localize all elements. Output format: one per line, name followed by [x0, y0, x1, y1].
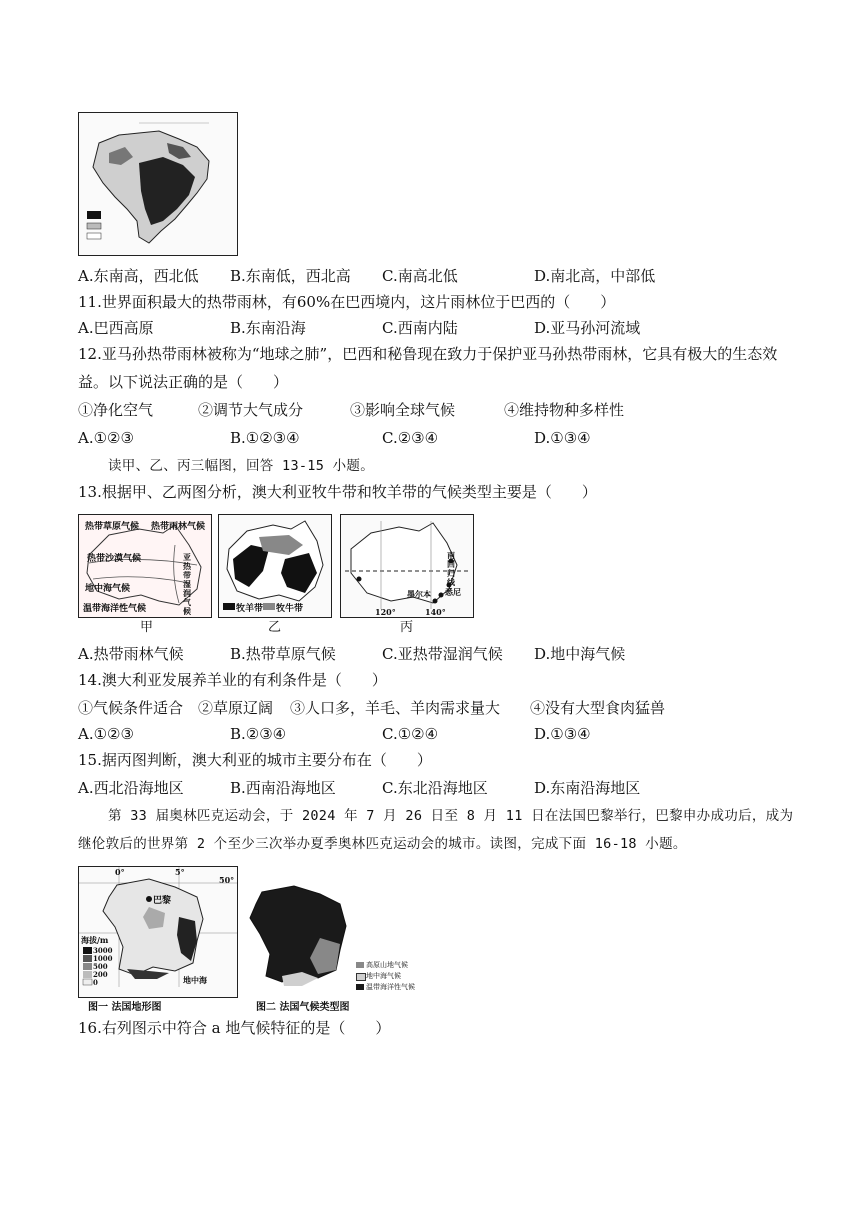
- australia-climate-map-jia: [78, 514, 212, 618]
- q15-option-c: C.东北沿海地区: [382, 779, 488, 797]
- q10-option-a: A.东南高，西北低: [78, 267, 199, 285]
- france-lat-50: 50°: [219, 875, 235, 885]
- legend-swatch-mediterranean: [356, 973, 366, 981]
- caption-jia: 甲: [140, 620, 154, 635]
- jia-label-oceanic: 温带海洋性气候: [83, 604, 147, 614]
- brazil-terrain-map: [78, 112, 238, 256]
- q12-statement-2: ②调节大气成分: [198, 401, 304, 419]
- q13-option-b: B.热带草原气候: [230, 645, 336, 663]
- q12-stem-line2: 益。以下说法正确的是（ ）: [78, 373, 289, 391]
- jia-label-desert: 热带沙漠气候: [87, 554, 142, 564]
- q11-option-c: C.西南内陆: [382, 319, 458, 337]
- q11-stem: 11.世界面积最大的热带雨林，有60%在巴西境内，这片雨林位于巴西的（ ）: [78, 293, 616, 311]
- intro-13-15: 读甲、乙、丙三幅图，回答 13-15 小题。: [108, 458, 374, 474]
- q12-statement-1: ①净化空气: [78, 401, 154, 419]
- q13-option-d: D.地中海气候: [534, 645, 626, 663]
- q12-option-a: A.①②③: [78, 429, 134, 447]
- q14-statement-3: ③人口多，羊毛、羊肉需求量大: [290, 699, 501, 717]
- bing-label-120: 120°: [375, 607, 396, 617]
- intro-16-18-line2: 继伦敦后的世界第 2 个至少三次举办夏季奥林匹克运动会的城市。读图，完成下面 16-18 小题。: [78, 836, 687, 852]
- q14-option-a: A.①②③: [78, 725, 134, 743]
- q14-option-b: B.②③④: [230, 725, 287, 743]
- legend-label-highland: 高原山地气候: [366, 961, 408, 969]
- jia-label-rainforest: 热带雨林气候: [151, 522, 206, 532]
- q14-option-c: C.①②④: [382, 725, 439, 743]
- caption-yi: 乙: [268, 620, 282, 635]
- q12-option-c: C.②③④: [382, 429, 439, 447]
- bing-label-140: 140°: [425, 607, 446, 617]
- australia-pasture-map-yi: [218, 514, 332, 618]
- q15-option-b: B.西南沿海地区: [230, 779, 336, 797]
- q12-stem-line1: 12.亚马孙热带雨林被称为“地球之肺”，巴西和秘鲁现在致力于保护亚马孙热带雨林，它具有极大的生态效: [78, 345, 778, 363]
- q13-option-a: A.热带雨林气候: [78, 645, 184, 663]
- france-terrain-caption: 图一 法国地形图: [88, 1002, 162, 1013]
- france-paris-label: 巴黎: [153, 896, 172, 906]
- q14-statement-2: ②草原辽阔: [198, 699, 274, 717]
- q10-option-c: C.南高北低: [382, 267, 458, 285]
- q14-statement-4: ④没有大型食肉猛兽: [530, 699, 666, 717]
- q12-option-b: B.①②③④: [230, 429, 300, 447]
- france-elev-200: 200: [93, 970, 108, 979]
- jia-label-humid-subtropical: 亚热带湿润气候: [183, 552, 191, 616]
- q10-option-d: D.南北高，中部低: [534, 267, 656, 285]
- france-climate-legend: [356, 960, 420, 996]
- bing-label-sydney: 悉尼: [445, 587, 461, 597]
- q11-option-b: B.东南沿海: [230, 319, 306, 337]
- france-lon-5: 5°: [175, 867, 185, 877]
- legend-label-oceanic: 温带海洋性气候: [366, 983, 415, 991]
- france-elev-3000: 3000: [93, 946, 113, 955]
- france-terrain-map: [78, 866, 238, 998]
- q10-option-b: B.东南低，西北高: [230, 267, 351, 285]
- q12-statement-3: ③影响全球气候: [350, 401, 456, 419]
- q15-stem: 15.据丙图判断，澳大利亚的城市主要分布在（ ）: [78, 751, 432, 769]
- q14-stem: 14.澳大利亚发展养羊业的有利条件是（ ）: [78, 671, 387, 689]
- france-elev-0: 0: [93, 978, 98, 987]
- france-elev-title: 海拔/m: [81, 935, 109, 945]
- q14-option-d: D.①③④: [534, 725, 591, 743]
- legend-swatch-highland: [356, 962, 364, 968]
- australia-cities-map-bing: [340, 514, 474, 618]
- yi-legend-cattle: 牧牛带: [276, 604, 304, 614]
- yi-legend-sheep: 牧羊带: [236, 604, 264, 614]
- q12-option-d: D.①③④: [534, 429, 591, 447]
- france-elev-500: 500: [93, 962, 108, 971]
- legend-swatch-oceanic: [356, 984, 364, 990]
- q15-option-d: D.东南沿海地区: [534, 779, 641, 797]
- jia-label-mediterranean: 地中海气候: [85, 584, 131, 594]
- q13-stem: 13.根据甲、乙两图分析，澳大利亚牧牛带和牧羊带的气候类型主要是（ ）: [78, 483, 597, 501]
- france-climate-map: [242, 878, 354, 996]
- intro-16-18-line1: 第 33 届奥林匹克运动会，于 2024 年 7 月 26 日至 8 月 11 日在法国巴黎举行，巴黎申办成功后，成为: [108, 808, 794, 824]
- q11-option-d: D.亚马孙河流域: [534, 319, 641, 337]
- bing-label-melbourne: 墨尔本: [407, 589, 431, 599]
- france-climate-caption: 图二 法国气候类型图: [256, 1002, 350, 1013]
- france-sea-label: 地中海: [183, 975, 207, 985]
- france-elev-1000: 1000: [93, 954, 113, 963]
- q14-statement-1: ①气候条件适合: [78, 699, 184, 717]
- q12-statement-4: ④维持物种多样性: [504, 401, 625, 419]
- jia-label-savanna: 热带草原气候: [85, 522, 140, 532]
- caption-bing: 丙: [400, 620, 414, 635]
- q13-option-c: C.亚热带湿润气候: [382, 645, 503, 663]
- q16-stem: 16.右列图示中符合 a 地气候特征的是（ ）: [78, 1019, 391, 1037]
- q15-option-a: A.西北沿海地区: [78, 779, 184, 797]
- q11-option-a: A.巴西高原: [78, 319, 154, 337]
- bing-label-tropic: 南回归线: [447, 550, 455, 587]
- france-lon-0: 0°: [115, 867, 125, 877]
- legend-label-mediterranean: 地中海气候: [366, 972, 401, 980]
